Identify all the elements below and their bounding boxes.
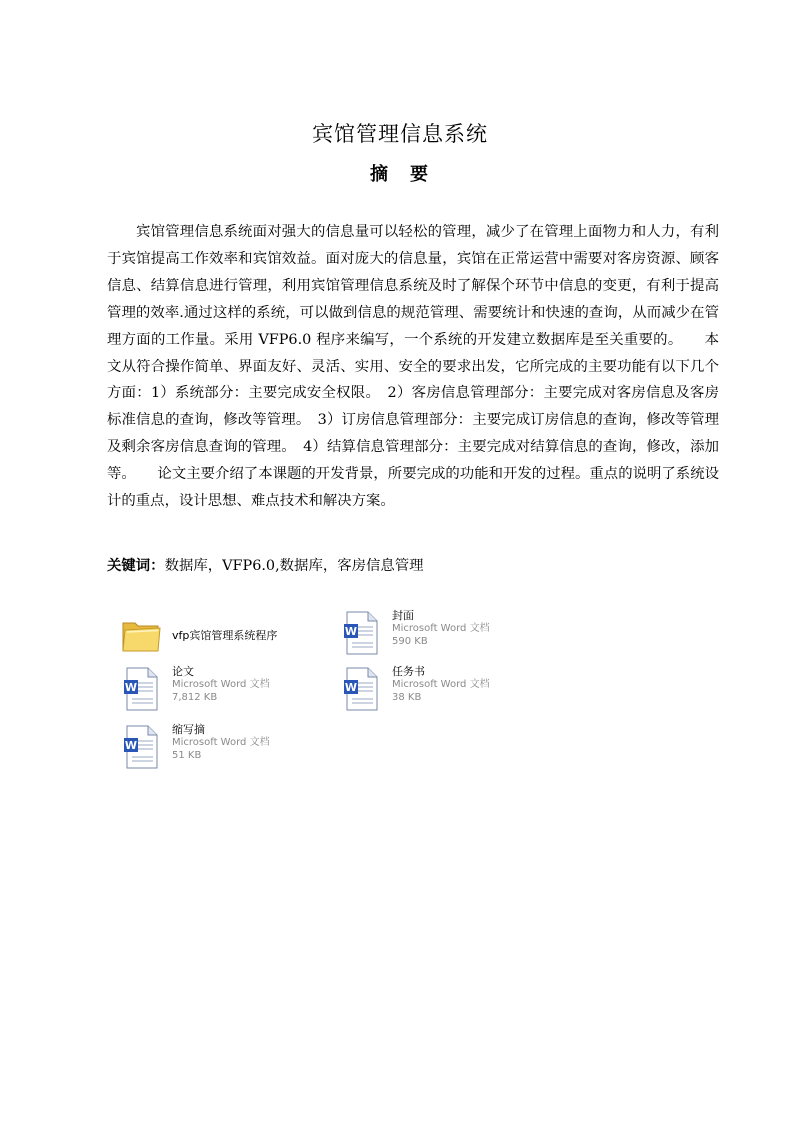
folder-name: vfp宾馆管理系统程序 — [172, 629, 278, 642]
file-type: Microsoft Word 文档 — [172, 679, 270, 690]
word-document-icon — [338, 609, 384, 659]
keywords-value: 数据库，VFP6.0,数据库，客房信息管理 — [164, 558, 424, 574]
abstract-body: 宾馆管理信息系统面对强大的信息量可以轻松的管理，减少了在管理上面物力和人力，有利于宾馆提高工作效率和宾馆效益。面对庞大的信息量，宾馆在正常运营中需要对客房资源、顾客信息、结算信息进行管理，利用宾馆管理信息系统及时了解保个环节中信息的变更，有利于提高管理的效率.通过这样的系统，可以做到信息的规范管理、需要统计和快速的查询，从而减少在管理方面的工作量。采用 VFP6.0 程序来编写，一个系统的开发建立数据库是至关重要的。 本文从符合操作简单、界面友好、灵活、实用、安全的要求出发，它所完成的主要功能有以下几个方面：1）系统部分：主要完成安全权限。 2）客房信息管理部分：主要完成对客房信息及客房标准信息的查询，修改等管理。 3）订房信息管理部分：主要完成订房信息的查询，修改等管理及剩余客房信息查询的管理。 4）结算信息管理部分：主要完成对结算信息的查询，修改，添加等。 论文主要介绍了本课题的开发背景，所要完成的功能和开发的过程。重点的说明了系统设计的重点，设计思想、难点技术和解决方案。 — [107, 224, 719, 510]
folder-icon — [118, 611, 164, 661]
file-size: 7,812 KB — [172, 692, 218, 703]
word-document-icon — [338, 665, 384, 715]
word-document-icon — [118, 665, 164, 715]
file-name: 缩写摘 — [172, 723, 205, 736]
svg-text:W: W — [344, 625, 358, 638]
file-type: Microsoft Word 文档 — [392, 623, 490, 634]
word-document-icon — [118, 723, 164, 773]
file-size: 590 KB — [392, 636, 428, 647]
file-item-cover[interactable] — [338, 609, 490, 659]
document-title: 宾馆管理信息系统 — [312, 122, 488, 146]
file-name: 任务书 — [392, 665, 425, 678]
file-name: 论文 — [172, 665, 194, 678]
abstract-text — [107, 219, 719, 515]
file-type: Microsoft Word 文档 — [392, 679, 490, 690]
svg-text:W: W — [124, 739, 138, 752]
keywords-line — [107, 554, 719, 578]
file-size: 51 KB — [172, 750, 202, 761]
file-listing — [118, 605, 538, 780]
file-name: 封面 — [392, 609, 414, 622]
keywords-label: 关键词： — [107, 558, 165, 574]
abstract-heading: 摘 要 — [370, 164, 430, 185]
file-size: 38 KB — [392, 692, 422, 703]
svg-text:W: W — [124, 681, 138, 694]
file-item-assignment[interactable] — [338, 665, 490, 715]
folder-item[interactable] — [118, 611, 277, 661]
file-item-summary[interactable] — [118, 723, 270, 773]
file-item-thesis[interactable] — [118, 665, 270, 715]
svg-text:W: W — [344, 681, 358, 694]
file-type: Microsoft Word 文档 — [172, 737, 270, 748]
